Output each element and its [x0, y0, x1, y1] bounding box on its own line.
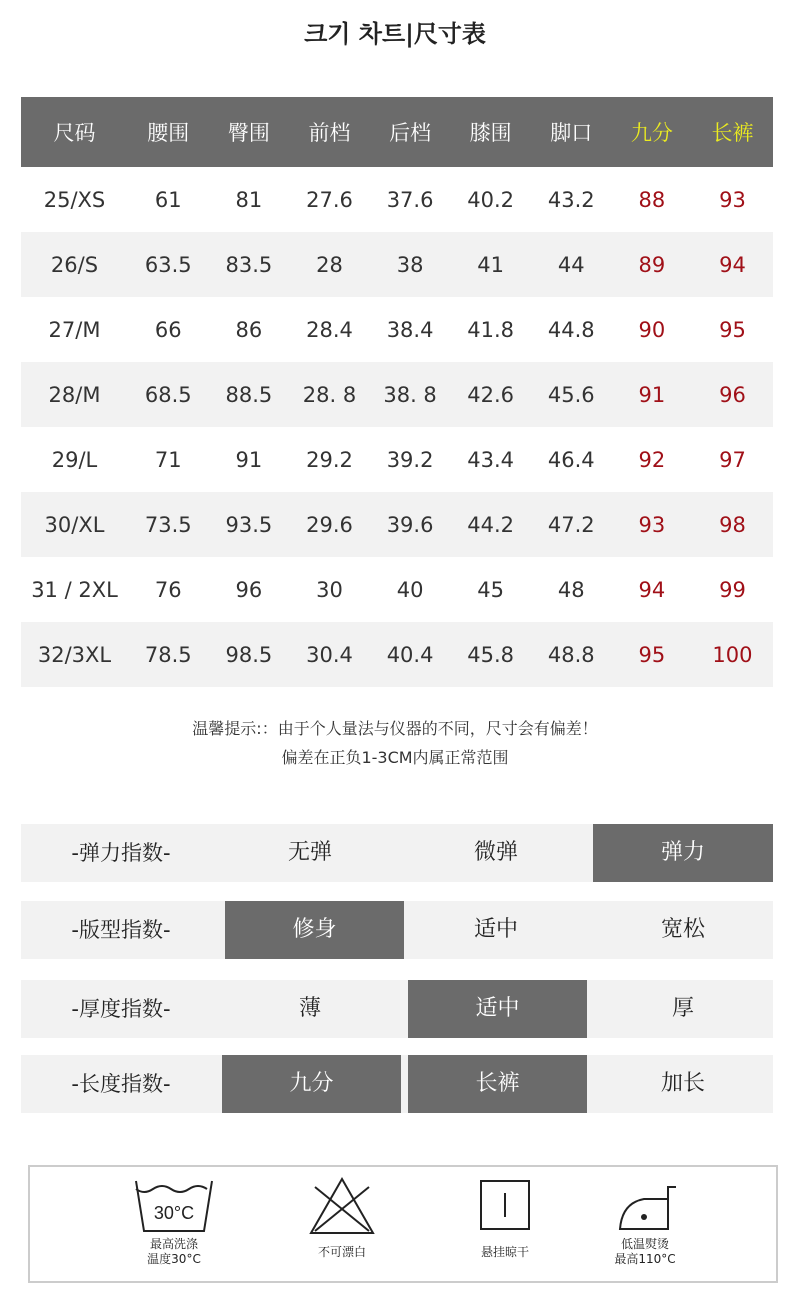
elasticity-option-stretch: 弹力	[593, 824, 773, 882]
table-cell: 41.8	[467, 317, 515, 342]
table-cell: 29.6	[306, 512, 353, 537]
care-wash-label-1: 最高洗涤	[149, 1237, 198, 1251]
fit-index-row	[21, 901, 773, 959]
table-cell: 43.2	[547, 187, 595, 212]
table-cell: 40.4	[386, 642, 434, 667]
table-row	[21, 362, 773, 427]
table-cell: 28	[316, 252, 343, 277]
table-cell: 31 / 2XL	[31, 577, 118, 602]
table-cell: 86	[235, 317, 263, 342]
thickness-option-thin: 薄	[298, 996, 321, 1021]
thickness-option-thick: 厚	[671, 996, 694, 1021]
length-option-full: 长裤	[408, 1055, 587, 1113]
elasticity-option-slight: 微弹	[473, 840, 518, 865]
table-cell: 44.2	[467, 512, 515, 537]
table-cell: 93	[719, 187, 746, 212]
table-cell: 42.6	[467, 382, 515, 407]
table-cell: 48	[557, 577, 585, 602]
table-cell: 95	[638, 642, 666, 667]
table-cell: 28/M	[48, 382, 101, 407]
table-cell: 89	[638, 252, 666, 277]
table-cell: 29.2	[306, 447, 353, 472]
header-front-rise: 前档	[308, 121, 351, 145]
fit-option-loose: 宽松	[660, 917, 705, 942]
table-cell: 100	[712, 642, 753, 667]
table-cell: 88.5	[225, 382, 273, 407]
table-cell: 97	[719, 447, 746, 472]
header-ninth-length: 九分	[630, 121, 673, 145]
table-cell: 28.4	[306, 317, 353, 342]
length-option-extra: 加长	[660, 1071, 705, 1096]
table-cell: 93	[638, 512, 666, 537]
table-cell: 94	[638, 577, 666, 602]
header-back-rise: 后档	[389, 121, 432, 145]
table-cell: 46.4	[547, 447, 595, 472]
table-cell: 26/S	[50, 252, 99, 277]
table-cell: 38. 8	[383, 382, 437, 407]
header-knee: 膝围	[469, 121, 512, 145]
table-cell: 47.2	[547, 512, 595, 537]
header-size: 尺码	[53, 121, 96, 145]
table-cell: 68.5	[144, 382, 192, 407]
table-cell: 96	[235, 577, 263, 602]
table-cell: 99	[719, 577, 746, 602]
table-cell: 98.5	[225, 642, 273, 667]
care-item-hang-dry	[440, 1167, 570, 1281]
table-cell: 30	[316, 577, 343, 602]
care-item-bleach	[277, 1167, 407, 1281]
table-cell: 29/L	[51, 447, 98, 472]
wash-tub-icon	[132, 1175, 216, 1237]
table-body	[21, 167, 773, 687]
table-header-row	[21, 97, 773, 167]
table-cell: 92	[638, 447, 666, 472]
table-row	[21, 427, 773, 492]
length-index-label: -长度指数-	[71, 1072, 171, 1096]
table-cell: 41	[477, 252, 505, 277]
table-cell: 94	[719, 252, 746, 277]
table-row	[21, 297, 773, 362]
table-cell: 93.5	[225, 512, 273, 537]
thickness-index-label: -厚度指数-	[71, 997, 171, 1021]
table-cell: 48.8	[547, 642, 595, 667]
care-item-iron	[580, 1167, 710, 1281]
table-cell: 25/XS	[43, 187, 106, 212]
care-iron-label-2: 最高110°C	[614, 1252, 676, 1266]
table-cell: 44.8	[547, 317, 595, 342]
tip-line-1: 温馨提示:：由于个人量法与仪器的不同，尺寸会有偏差！	[192, 719, 598, 738]
table-cell: 38.4	[386, 317, 434, 342]
length-option-ninth: 九分	[222, 1055, 401, 1113]
header-hip: 臀围	[227, 121, 270, 145]
table-cell: 45.8	[467, 642, 515, 667]
table-cell: 27/M	[48, 317, 101, 342]
table-cell: 45.6	[547, 382, 595, 407]
table-row	[21, 232, 773, 297]
table-cell: 32/3XL	[37, 642, 112, 667]
care-hang-dry-label: 悬挂晾干	[480, 1245, 529, 1259]
tip-line-2: 偏差在正负1-3CM内属正常范围	[281, 748, 509, 767]
table-cell: 30.4	[306, 642, 353, 667]
elasticity-index-row	[21, 824, 773, 882]
table-cell: 63.5	[144, 252, 192, 277]
table-cell: 98	[719, 512, 746, 537]
table-cell: 39.6	[386, 512, 434, 537]
table-cell: 61	[154, 187, 182, 212]
table-row	[21, 492, 773, 557]
iron-icon	[610, 1175, 680, 1237]
table-cell: 78.5	[144, 642, 192, 667]
table-cell: 95	[719, 317, 746, 342]
header-leg-opening: 脚口	[550, 121, 593, 145]
elasticity-option-none: 无弹	[287, 840, 332, 865]
table-cell: 43.4	[467, 447, 515, 472]
hang-dry-icon	[477, 1175, 533, 1237]
fit-option-slim: 修身	[225, 901, 404, 959]
table-cell: 83.5	[225, 252, 273, 277]
svg-text:30°C: 30°C	[153, 1203, 195, 1223]
no-bleach-icon	[307, 1175, 377, 1237]
table-cell: 28. 8	[302, 382, 357, 407]
table-cell: 37.6	[386, 187, 434, 212]
table-cell: 44	[557, 252, 585, 277]
fit-option-regular: 适中	[473, 917, 518, 942]
thickness-index-row	[21, 980, 773, 1038]
table-cell: 66	[154, 317, 182, 342]
care-bleach-label: 不可漂白	[317, 1245, 366, 1259]
table-cell: 90	[638, 317, 666, 342]
care-wash-label-2: 温度30°C	[147, 1252, 201, 1266]
table-cell: 96	[719, 382, 746, 407]
length-index-row	[21, 1055, 773, 1113]
table-cell: 73.5	[144, 512, 192, 537]
table-cell: 71	[154, 447, 182, 472]
table-cell: 76	[154, 577, 182, 602]
elasticity-index-label: -弹力指数-	[71, 841, 171, 865]
header-full-length: 长裤	[711, 121, 754, 145]
table-cell: 45	[477, 577, 505, 602]
table-cell: 81	[235, 187, 263, 212]
header-waist: 腰围	[147, 121, 190, 145]
care-instructions-panel	[28, 1165, 778, 1283]
size-table	[21, 97, 773, 687]
table-cell: 91	[638, 382, 666, 407]
table-cell: 27.6	[306, 187, 353, 212]
table-row	[21, 167, 773, 232]
table-cell: 40.2	[467, 187, 515, 212]
table-row	[21, 622, 773, 687]
table-cell: 91	[235, 447, 263, 472]
thickness-option-medium: 适中	[408, 980, 587, 1038]
table-cell: 39.2	[386, 447, 434, 472]
care-item-wash	[109, 1167, 239, 1281]
fit-index-label: -版型指数-	[71, 918, 171, 942]
page-title: 크기 차트|尺寸表	[304, 20, 486, 48]
table-row	[21, 557, 773, 622]
care-iron-label-1: 低温熨烫	[620, 1237, 669, 1251]
table-cell: 30/XL	[44, 512, 105, 537]
table-cell: 38	[396, 252, 424, 277]
table-cell: 40	[396, 577, 424, 602]
table-cell: 88	[638, 187, 666, 212]
